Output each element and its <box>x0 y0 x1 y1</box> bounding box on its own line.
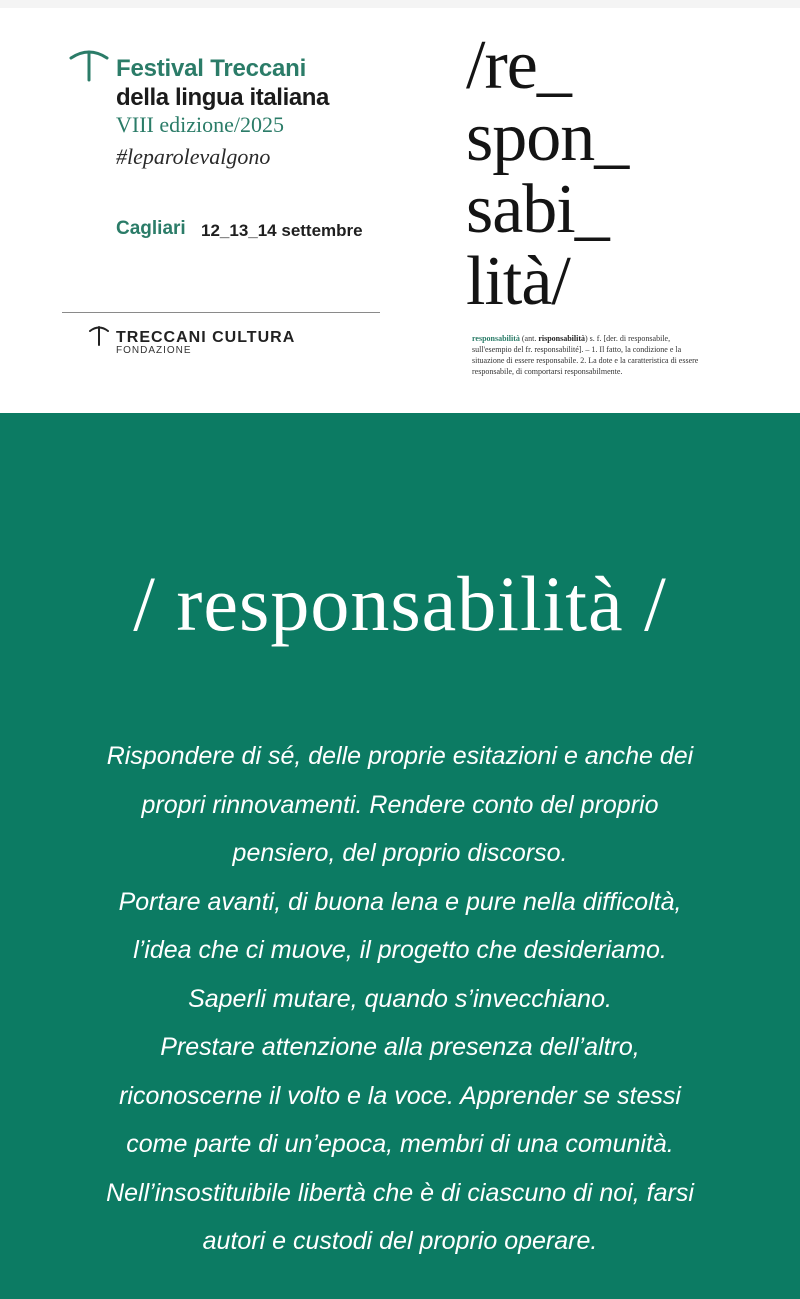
keyword-line: sabi_ <box>466 171 609 248</box>
definition-alt-word: risponsabilità <box>538 334 585 343</box>
festival-dates: 12_13_14 settembre <box>201 221 363 240</box>
manifesto-body <box>20 732 780 1266</box>
festival-header-banner <box>0 0 800 413</box>
definition-text: ) s. f. [der. di responsabile, sull'esempio del fr. responsabilité]. – 1. Il fatto, la condizione e la situazione di essere responsabile. 2. La dote e la caratteristica di essere responsabile, di comportarsi responsabilmente. <box>472 334 699 376</box>
festival-subtitle: della lingua italiana <box>116 84 329 111</box>
definition-headword: responsabilità <box>472 334 520 343</box>
manifesto-line: Prestare attenzione alla presenza dell’altro, <box>160 1033 640 1061</box>
city-name: Cagliari <box>116 218 186 239</box>
definition-alt-open: (ant. <box>521 334 539 343</box>
foundation-logo-icon <box>88 324 110 346</box>
header-divider <box>62 312 380 313</box>
keyword-line: spon_ <box>466 99 629 176</box>
hashtag: #leparolevalgono <box>116 144 271 169</box>
manifesto-title: / responsabilità / <box>133 560 667 647</box>
edition-label: VIII edizione/2025 <box>116 112 284 137</box>
manifesto-line: riconoscerne il volto e la voce. Apprender se stessi <box>119 1081 681 1110</box>
keyword-typography <box>466 27 706 320</box>
keyword-line: lità/ <box>466 243 570 320</box>
manifesto-line: Nell’insostituibile libertà che è di ciascuno di noi, farsi <box>106 1178 694 1207</box>
top-strip <box>0 0 800 8</box>
manifesto-line: propri rinnovamenti. Rendere conto del proprio <box>141 790 659 819</box>
manifesto-line: Saperli mutare, quando s’invecchiano. <box>188 984 612 1013</box>
keyword-line: /re_ <box>466 27 571 104</box>
manifesto-line: autori e custodi del proprio operare. <box>202 1227 598 1255</box>
manifesto-line: Rispondere di sé, delle proprie esitazioni e anche dei <box>106 742 694 770</box>
manifesto-line: come parte di un’epoca, membri di una comunità. <box>126 1130 674 1158</box>
manifesto-line: pensiero, del proprio discorso. <box>232 839 568 867</box>
manifesto-line: l’idea che ci muove, il progetto che desideriamo. <box>133 936 667 964</box>
manifesto-line: Portare avanti, di buona lena e pure nella difficoltà, <box>118 887 682 916</box>
festival-name: Festival Treccani <box>116 55 307 82</box>
treccani-t-logo-icon <box>68 48 110 82</box>
foundation-name: TRECCANI CULTURA <box>116 329 296 346</box>
dictionary-definition <box>472 333 702 377</box>
foundation-label: FONDAZIONE <box>116 345 192 356</box>
